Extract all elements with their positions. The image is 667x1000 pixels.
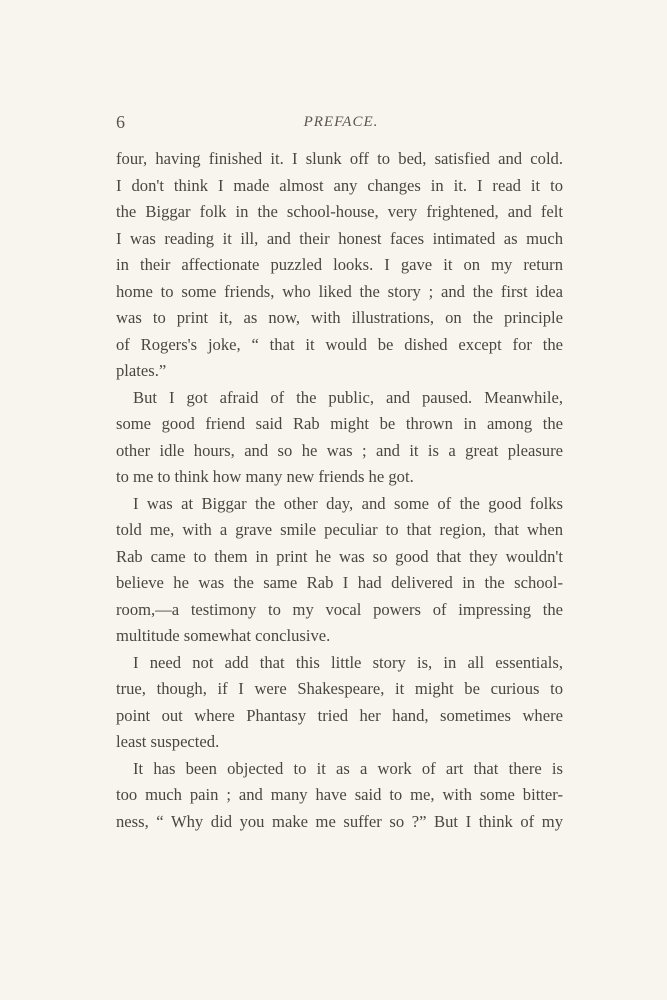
page-number: 6 (116, 112, 125, 132)
text-line: of Rogers's joke, “ that it would be dished except for the (116, 334, 563, 354)
text-line: room,—a testimony to my vocal powers of impressing the (116, 599, 563, 619)
text-line: true, though, if I were Shakespeare, it might be curious to (116, 679, 563, 698)
running-head: PREFACE. (303, 114, 379, 130)
text-line: in their affectionate puzzled looks. I gave it on my return (116, 255, 563, 274)
text-line: Rab came to them in print he was so good that they wouldn't (116, 546, 563, 566)
text-line: to me to think how many new friends he got. (116, 467, 414, 486)
text-line: point out where Phantasy tried her hand, sometimes where (116, 705, 563, 725)
text-line: some good friend said Rab might be thrown in among the (116, 414, 563, 433)
text-line: home to some friends, who liked the story ; and the first idea (116, 281, 563, 301)
text-line: I was reading it ill, and their honest faces intimated as much (116, 228, 563, 248)
text-line: I was at Biggar the other day, and some of the good folks (133, 493, 563, 513)
text-line: It has been objected to it as a work of art that there is (133, 758, 563, 778)
text-line: I don't think I made almost any changes in it. I read it to (116, 175, 563, 195)
text-line: other idle hours, and so he was ; and it is a great pleasure (116, 440, 563, 460)
text-line: multitude somewhat conclusive. (116, 626, 331, 645)
text-line: told me, with a grave smile peculiar to that region, that when (116, 520, 563, 539)
text-line: the Biggar folk in the school-house, very frightened, and felt (116, 202, 563, 221)
text-line: least suspected. (116, 732, 220, 751)
body-text (116, 146, 563, 835)
text-line: plates.” (116, 361, 167, 380)
text-line: four, having finished it. I slunk off to bed, satisfied and cold. (116, 149, 563, 168)
text-line: too much pain ; and many have said to me, with some bitter- (116, 785, 563, 804)
text-line: I need not add that this little story is, in all essentials, (133, 652, 563, 672)
text-line: ness, “ Why did you make me suffer so ?” But I think of my (116, 811, 563, 831)
page-header (116, 112, 566, 136)
text-line: But I got afraid of the public, and paused. Meanwhile, (133, 387, 563, 407)
text-line: believe he was the same Rab I had delivered in the school- (116, 573, 563, 592)
text-line: was to print it, as now, with illustrations, on the principle (116, 308, 563, 327)
